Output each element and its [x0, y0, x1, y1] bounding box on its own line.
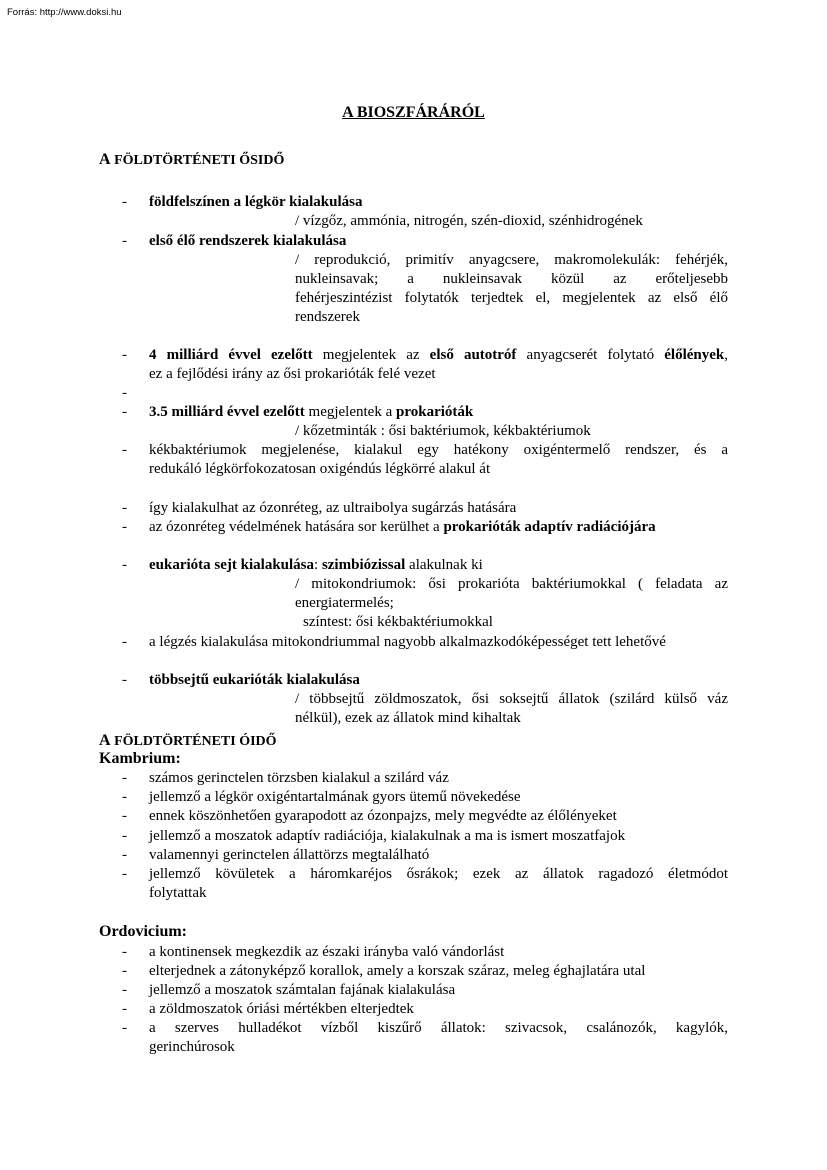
bullet-dash: -	[122, 770, 127, 786]
page-title: A BIOSZFÁRÁRÓL	[342, 104, 485, 121]
list-item-detail: nukleinsavak; a nukleinsavak közül az erőteljesebb	[295, 271, 728, 287]
list-item: valamennyi gerinctelen állattörzs megtalálható	[149, 847, 430, 863]
bold-text: szimbiózissal	[321, 557, 406, 573]
bullet-dash: -	[122, 866, 127, 882]
list-item	[149, 403, 473, 422]
list-item: a légzés kialakulása mitokondriummal nagyobb alkalmazkodóképességet tett lehetővé	[149, 634, 666, 650]
bullet-dash: -	[122, 828, 127, 844]
bullet-dash: -	[122, 500, 127, 516]
list-item: a zöldmoszatok óriási mértékben elterjedtek	[149, 1001, 414, 1017]
list-item-detail: fehérjeszintézist folytatók terjedtek el, megjelentek az első élő	[295, 290, 728, 306]
section-heading-initial: A	[99, 151, 111, 168]
list-item: jellemző kövületek a háromkaréjos ősrákok; ezek az állatok ragadozó életmódot	[149, 866, 728, 882]
text: megjelentek az	[312, 347, 430, 363]
list-item-detail: / reprodukció, primitív anyagcsere, makromolekulák: fehérjék,	[295, 252, 728, 268]
source-note: Forrás: http://www.doksi.hu	[7, 7, 122, 18]
list-item	[149, 193, 363, 212]
bullet-dash: -	[122, 963, 127, 979]
list-item-continuation: ez a fejlődési irány az ősi prokarióták felé vezet	[149, 366, 436, 382]
bullet-dash: -	[122, 557, 127, 573]
bold-text: 4 milliárd évvel ezelőtt	[149, 347, 313, 363]
bullet-dash: -	[122, 982, 127, 998]
bullet-dash: -	[122, 519, 127, 535]
list-item: jellemző a légkör oxigéntartalmának gyors ütemű növekedése	[149, 789, 521, 805]
bullet-dash: -	[122, 442, 127, 458]
bold-text: eukarióta sejt kialakulása	[149, 557, 315, 573]
text: ,	[724, 347, 729, 363]
bold-text: prokarióták	[396, 404, 474, 420]
text: :	[314, 557, 322, 573]
list-item: elterjednek a zátonyképző korallok, amely a korszak száraz, meleg éghajlatára utal	[149, 963, 646, 979]
bullet-dash: -	[122, 1001, 127, 1017]
bold-text: első élő rendszerek kialakulása	[149, 233, 347, 249]
section-heading-osido	[99, 151, 284, 169]
bullet-dash: -	[122, 385, 127, 401]
bullet-dash: -	[122, 789, 127, 805]
list-item	[149, 556, 483, 575]
bold-text: prokarióták adaptív radiációjára	[443, 519, 656, 535]
bold-text: földfelszínen a légkör kialakulása	[149, 194, 363, 210]
bold-text: élőlények	[664, 347, 725, 363]
bold-text: többsejtű eukarióták kialakulása	[149, 672, 360, 688]
bullet-dash: -	[122, 634, 127, 650]
section-heading-text: FÖLDTÖRTÉNETI ŐSIDŐ	[110, 153, 285, 168]
bullet-dash: -	[122, 347, 127, 363]
bullet-dash: -	[122, 672, 127, 688]
bold-text: első autotróf	[429, 347, 517, 363]
subheading-kambrium: Kambrium:	[99, 750, 181, 767]
list-item-detail: / mitokondriumok: ősi prokarióta baktériumokkal ( feladata az	[295, 576, 728, 592]
section-heading-oido	[99, 732, 277, 750]
list-item	[149, 232, 346, 251]
list-item: jellemző a moszatok számtalan fajának kialakulása	[149, 982, 456, 998]
bullet-dash: -	[122, 404, 127, 420]
bullet-dash: -	[122, 194, 127, 210]
bullet-dash: -	[122, 808, 127, 824]
text: megjelentek a	[304, 404, 396, 420]
list-item: kékbaktériumok megjelenése, kialakul egy hatékony oxigéntermelő rendszer, és a	[149, 442, 728, 458]
bullet-dash: -	[122, 944, 127, 960]
list-item: így kialakulhat az ózonréteg, az ultraibolya sugárzás hatására	[149, 500, 517, 516]
list-item-detail: / kőzetminták : ősi baktériumok, kékbaktériumok	[295, 423, 591, 439]
list-item-detail: energiatermelés;	[295, 595, 394, 611]
list-item	[149, 518, 656, 537]
list-item: ennek köszönhetően gyarapodott az ózonpajzs, mely megvédte az élőlényeket	[149, 808, 617, 824]
list-item-detail: színtest: ősi kékbaktériumokkal	[303, 614, 493, 630]
bullet-dash: -	[122, 847, 127, 863]
list-item-continuation: gerinchúrosok	[149, 1039, 235, 1055]
list-item-detail: rendszerek	[295, 309, 360, 325]
list-item-continuation: redukáló légkörfokozatosan oxigéndús légkörré alakul át	[149, 461, 491, 477]
list-item: a kontinensek megkezdik az északi irányba való vándorlást	[149, 944, 505, 960]
section-heading-text: FÖLDTÖRTÉNETI ÓIDŐ	[110, 734, 277, 749]
subheading-ordovicium: Ordovicium:	[99, 923, 187, 940]
list-item: a szerves hulladékot vízből kiszűrő állatok: szivacsok, csalánozók, kagylók,	[149, 1020, 728, 1036]
list-item-detail: nélkül), ezek az állatok mind kihaltak	[295, 710, 521, 726]
bold-text: 3.5 milliárd évvel ezelőtt	[149, 404, 305, 420]
list-item-detail: / többsejtű zöldmoszatok, ősi soksejtű állatok (szilárd külső váz	[295, 691, 728, 707]
bullet-dash: -	[122, 233, 127, 249]
text: az ózonréteg védelmének hatására sor kerülhet a	[149, 519, 444, 535]
list-item-continuation: folytattak	[149, 885, 207, 901]
text: alakulnak ki	[405, 557, 483, 573]
list-item-detail: / vízgőz, ammónia, nitrogén, szén-dioxid, szénhidrogének	[295, 213, 643, 229]
list-item: számos gerinctelen törzsben kialakul a szilárd váz	[149, 770, 449, 786]
bullet-dash: -	[122, 1020, 127, 1036]
text: anyagcserét folytató	[516, 347, 665, 363]
list-item: jellemző a moszatok adaptív radiációja, kialakulnak a ma is ismert moszatfajok	[149, 828, 626, 844]
list-item	[149, 671, 360, 690]
list-item	[149, 346, 728, 365]
section-heading-initial: A	[99, 732, 111, 749]
